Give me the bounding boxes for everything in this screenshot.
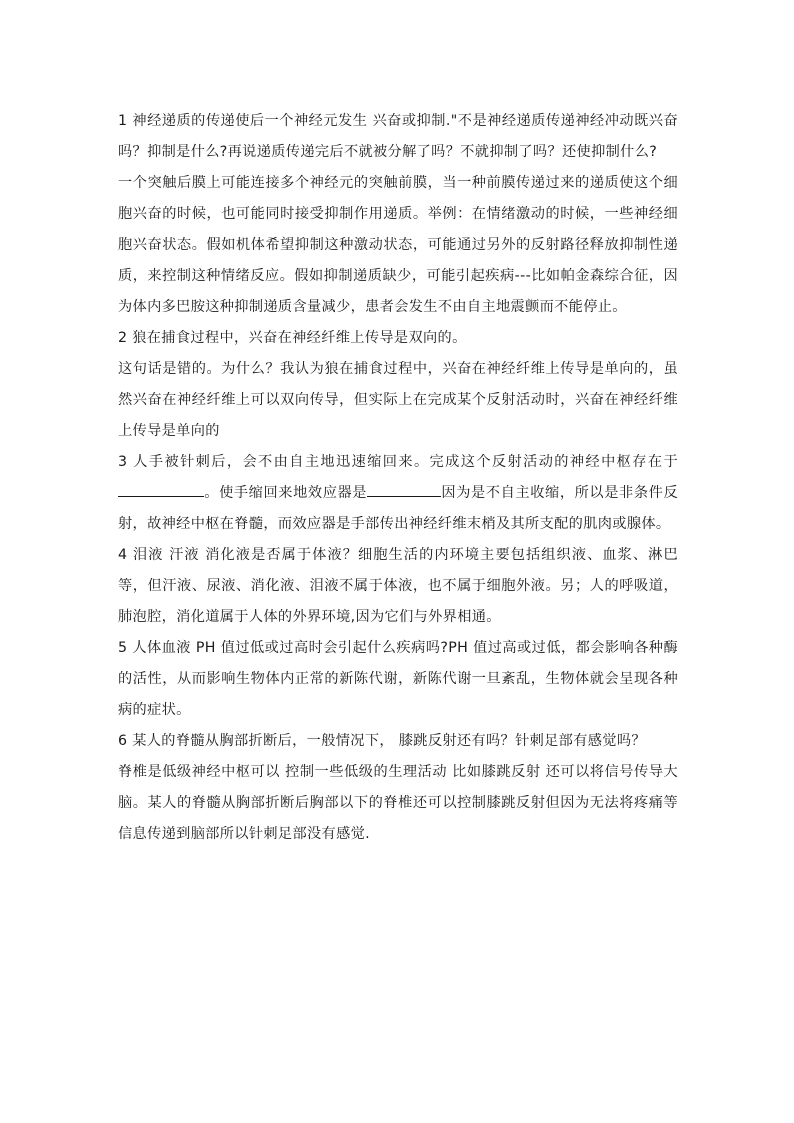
answer-6-paragraph: 脊椎是低级神经中枢可以 控制一些低级的生理活动 比如膝跳反射 还可以将信号传导大脑。某人的脊髓从胸部折断后胸部以下的脊椎还可以控制膝跳反射但因为无法将疼痛等信息传递到脑部所以针刺足部没有感觉.: [118, 764, 678, 842]
fill-blank-1: [118, 480, 204, 497]
question-3-text-part3: 因为是不自主收缩，所以是非条件反射，故神经中枢在脊髓，而效应器是手部传出神经纤维末梢及其所支配的肌肉或腺体。: [118, 485, 678, 532]
question-5-paragraph: 5 人体血液 PH 值过低或过高时会引起什么疾病吗?PH 值过高或过低，都会影响各种酶的活性，从而影响生物体内正常的新陈代谢，新陈代谢一旦紊乱，生物体就会呈现各种病的症状。: [118, 640, 678, 718]
document-body: [118, 106, 678, 850]
question-6-paragraph: 6 某人的脊髓从胸部折断后，一般情况下， 膝跳反射还有吗？针刺足部有感觉吗？: [118, 733, 646, 749]
question-3-paragraph: [118, 447, 678, 540]
answer-2-paragraph: 这句话是错的。为什么？我认为狼在捕食过程中，兴奋在神经纤维上传导是单向的，虽然兴奋在神经纤维上可以双向传导，但实际上在完成某个反射活动时，兴奋在神经纤维上传导是单向的: [118, 361, 678, 439]
question-2-paragraph: 2 狼在捕食过程中，兴奋在神经纤维上传导是双向的。: [118, 330, 467, 346]
fill-blank-2: [367, 480, 441, 497]
question-3-text-part2: 。使手缩回来地效应器是: [204, 485, 368, 501]
question-1-paragraph: 1 神经递质的传递使后一个神经元发生 兴奋或抑制."不是神经递质传递神经冲动既兴奋吗？抑制是什么?再说递质传递完后不就被分解了吗？不就抑制了吗？还使抑制什么?: [118, 113, 678, 160]
question-3-text-part1: 3 人手被针刺后，会不由自主地迅速缩回来。完成这个反射活动的神经中枢存在于: [118, 454, 678, 470]
question-4-paragraph: 4 泪液 汗液 消化液是否属于体液？细胞生活的内环境主要包括组织液、血浆、淋巴等，但汗液、尿液、消化液、泪液不属于体液，也不属于细胞外液。另；人的呼吸道，肺泡腔，消化道属于人体的外界环境,因为它们与外界相通。: [118, 547, 678, 625]
answer-1-paragraph: 一个突触后膜上可能连接多个神经元的突触前膜，当一种前膜传递过来的递质使这个细胞兴奋的时候，也可能同时接受抑制作用递质。举例：在情绪激动的时候，一些神经细胞兴奋状态。假如机体希望抑制这种激动状态，可能通过另外的反射路径释放抑制性递质，来控制这种情绪反应。假如抑制递质缺少，可能引起疾病---比如帕金森综合征，因为体内多巴胺这种抑制递质含量减少，患者会发生不由自主地震颤而不能停止。: [118, 175, 678, 315]
